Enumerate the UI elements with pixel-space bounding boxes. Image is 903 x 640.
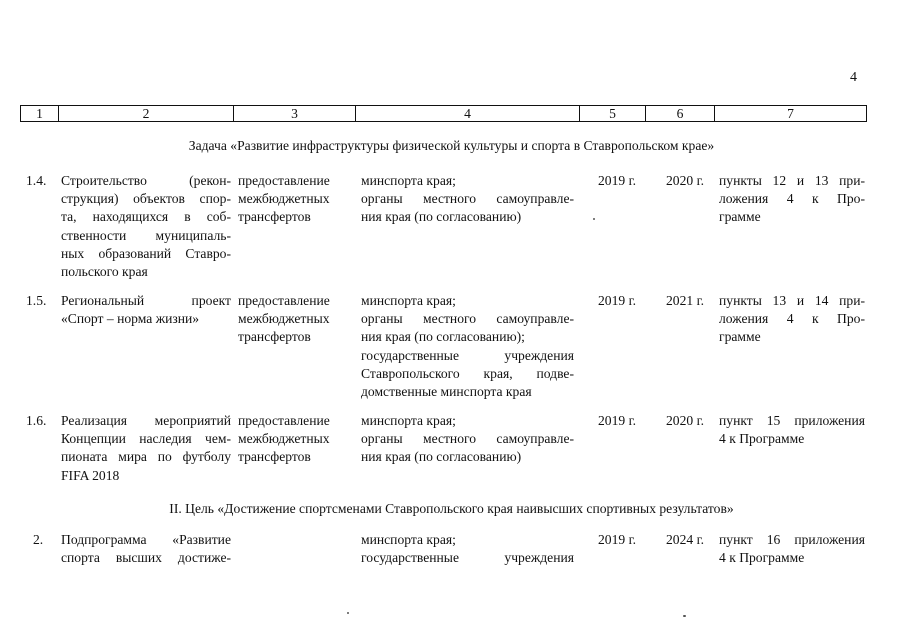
- scan-speck: [593, 218, 595, 220]
- relation-indicators: пункты 12 и 13 при- ложения 4 к Про- грамме: [719, 173, 865, 225]
- header-row: [21, 106, 867, 122]
- start-date: 2019 г.: [598, 173, 637, 188]
- event-name: Реализация мероприятий Концепции наследия чем- пионата мира по футболу FIFA 2018: [61, 413, 231, 483]
- relation-indicators: пункты 13 и 14 при- ложения 4 к Про- грамме: [719, 293, 865, 345]
- row-number: 2.: [33, 532, 44, 547]
- scan-speck: [683, 615, 686, 617]
- start-date: 2019 г.: [598, 293, 637, 308]
- start-date: 2019 г.: [598, 532, 637, 547]
- end-date: 2020 г.: [666, 413, 705, 428]
- row-number: 1.6.: [26, 413, 47, 428]
- scan-speck: [347, 612, 349, 614]
- row-number: 1.5.: [26, 293, 47, 308]
- implementation-mechanism: предоставление межбюджетных трансфертов: [238, 293, 330, 345]
- responsible-executor: минспорта края; государственные учреждения: [361, 532, 574, 566]
- header-col-1: 1: [21, 106, 59, 122]
- header-col-7: 7: [715, 106, 867, 122]
- event-name: Подпрограмма «Развитие спорта высших достиже-: [61, 532, 231, 566]
- row-number: 1.4.: [26, 173, 47, 188]
- header-col-3: 3: [234, 106, 356, 122]
- event-name: Региональный проект «Спорт – норма жизни»: [61, 293, 231, 327]
- implementation-mechanism: предоставление межбюджетных трансфертов: [238, 413, 330, 465]
- responsible-executor: минспорта края; органы местного самоуправле- ния края (по согласованию): [361, 173, 574, 225]
- responsible-executor: минспорта края; органы местного самоуправле- ния края (по согласованию): [361, 413, 574, 465]
- column-header-table: [20, 105, 867, 122]
- end-date: 2020 г.: [666, 173, 705, 188]
- header-col-2: 2: [59, 106, 234, 122]
- responsible-executor: минспорта края; органы местного самоуправле- ния края (по согласованию); государственные учреждения Ставропольского края, подве- домственные минспорта края: [361, 293, 574, 400]
- task-heading: Задача «Развитие инфраструктуры физической культуры и спорта в Ставропольском крае»: [188, 138, 715, 153]
- relation-indicators: пункт 16 приложения 4 к Программе: [719, 532, 865, 566]
- header-col-6: 6: [646, 106, 715, 122]
- relation-indicators: пункт 15 приложения 4 к Программе: [719, 413, 865, 447]
- end-date: 2024 г.: [666, 532, 705, 547]
- goal-heading: II. Цель «Достижение спортсменами Ставропольского края наивысших спортивных результатов»: [169, 501, 734, 516]
- header-col-5: 5: [580, 106, 646, 122]
- end-date: 2021 г.: [666, 293, 705, 308]
- page-number: 4: [850, 70, 857, 85]
- event-name: Строительство (рекон- струкция) объектов спор- та, находящихся в соб- ственности муниципаль- ных образований Ставро- польского края: [61, 173, 231, 280]
- header-col-4: 4: [356, 106, 580, 122]
- start-date: 2019 г.: [598, 413, 637, 428]
- implementation-mechanism: предоставление межбюджетных трансфертов: [238, 173, 330, 225]
